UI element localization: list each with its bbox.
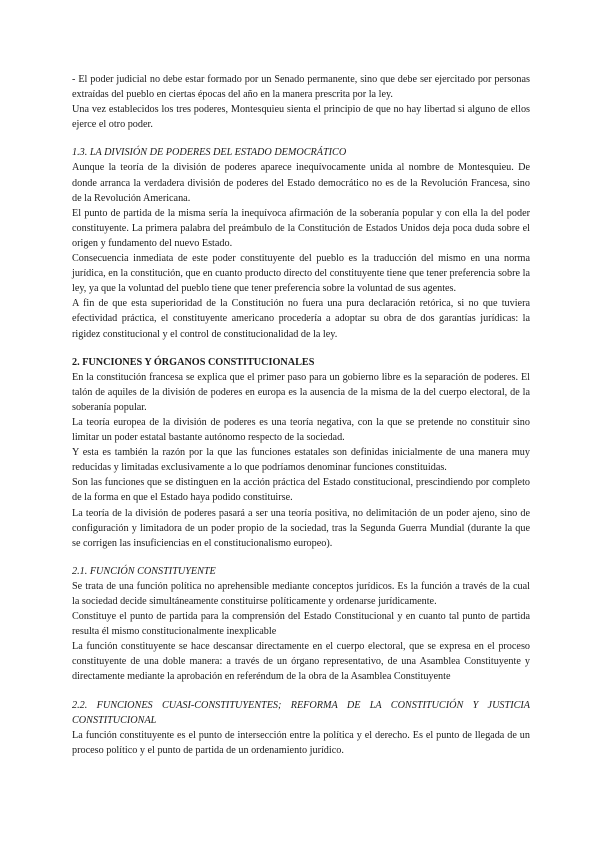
paragraph: En la constitución francesa se explica que el primer paso para un gobierno libre es la separación de poderes. El talón de aquiles de la división de poderes en europa es la ausencia de la misma de la del cuerpo electoral, de la soberanía popular. <box>72 371 530 413</box>
paragraph: La función constituyente se hace descansar directamente en el cuerpo electoral, que se expresa en el proceso constituyente de una doble manera: a través de un órgano representativo, de una Asamblea Constituyente y directamente mediante la aprobación en referéndum de la obra de la Asamblea Constituyente <box>72 641 530 683</box>
paragraph: La teoría de la división de poderes pasará a ser una teoría positiva, no delimitación de un poder ajeno, sino de configuración y limitadora de un poder propio de la sociedad, tras la Segunda Guerra Mundial (durante la que se corrigen las insuficiencias en el constitucionalismo europeo). <box>72 507 530 549</box>
spacer <box>72 685 530 698</box>
paragraph: Aunque la teoría de la división de poderes aparece inequívocamente unida al nombre de Montesquieu. De donde arranca la verdadera división de poderes del Estado democrático no es de la Revolución Francesa, sino de la Revolución Americana. <box>72 162 530 204</box>
paragraph: El punto de partida de la misma sería la inequívoca afirmación de la soberanía popular y con ella la del poder constituyente. La primera palabra del preámbulo de la Constitución de Estados Unidos deja poca duda sobre el origen y fundamento del nuevo Estado. <box>72 207 530 249</box>
spacer <box>72 551 530 564</box>
section-heading-2: 2. FUNCIONES Y ÓRGANOS CONSTITUCIONALES <box>72 356 315 368</box>
paragraph: Constituye el punto de partida para la comprensión del Estado Constitucional y en cuanto tal punto de partida resulta él mismo constitucionalmente inexplicable <box>72 611 530 638</box>
section-heading-1-3: 1.3. LA DIVISIÓN DE PODERES DEL ESTADO DEMOCRÁTICO <box>72 147 347 159</box>
document-page <box>72 72 530 758</box>
paragraph: A fin de que esta superioridad de la Constitución no fuera una pura declaración retórica, si no que tuviera efectividad práctica, el constituyente americano procedería a adoptar su obra de dos garantías jurídicas: la rigidez constitucional y el control de constitucionalidad de la ley. <box>72 298 530 340</box>
paragraph: Consecuencia inmediata de este poder constituyente del pueblo es la traducción del mismo en una norma jurídica, en la constitución, que en cuanto producto directo del constituyente tiene que tener preferencia sobre la ley, ya que la voluntad del pueblo tiene que tener preferencia sobre la voluntad de sus agentes. <box>72 253 530 295</box>
paragraph: La teoría europea de la división de poderes es una teoría negativa, con la que se pretende no constituir sino limitar un poder estatal bastante autónomo respecto de la sociedad. <box>72 416 530 444</box>
intro-paragraph: - El poder judicial no debe estar formado por un Senado permanente, sino que debe ser ejercitado por personas extraídas del pueblo en ciertas épocas del año en la manera prescrita por la ley. <box>72 74 530 101</box>
paragraph: Son las funciones que se distinguen en la acción práctica del Estado constitucional, prescindiendo por completo de la forma en que el Estado haya podido constituirse. <box>72 477 530 504</box>
spacer <box>72 342 530 355</box>
paragraph: Se trata de una función política no aprehensible mediante conceptos jurídicos. Es la función a través de la cual la sociedad decide simultáneamente constituirse políticamente y ordenarse jurídicamente. <box>72 580 530 607</box>
section-heading-2-2: 2.2. FUNCIONES CUASI-CONSTITUYENTES; REFORMA DE LA CONSTITUCIÓN Y JUSTICIA CONSTITUCIONAL <box>72 699 530 726</box>
paragraph: La función constituyente es el punto de intersección entre la política y el derecho. Es el punto de llegada de un proceso político y el punto de partida de un ordenamiento jurídico. <box>72 729 530 756</box>
intro-paragraph: Una vez establecidos los tres poderes, Montesquieu sienta el principio de que no hay libertad si alguno de ellos ejerce el otro poder. <box>72 104 530 131</box>
spacer <box>72 132 530 145</box>
section-heading-2-1: 2.1. FUNCIÓN CONSTITUYENTE <box>72 565 216 577</box>
paragraph: Y esta es también la razón por la que las funciones estatales son definidas inicialmente de una manera muy reducidas y limitadas exclusivamente a lo que podríamos denominar funciones constituidas. <box>72 447 530 474</box>
